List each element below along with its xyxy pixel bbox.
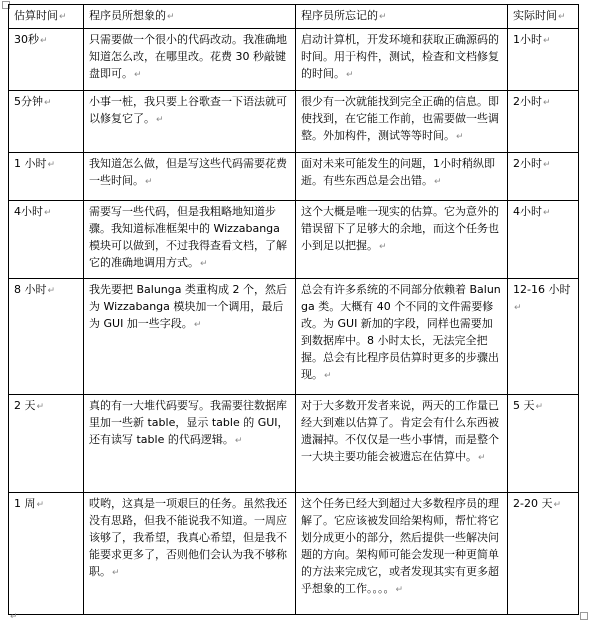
table-row (9, 201, 579, 279)
paragraph-mark-icon: ↵ (40, 36, 48, 46)
cell-imagined[interactable]: 小事一桩，我只要上谷歌查一下语法就可以修复它了。↵ (84, 91, 296, 153)
paragraph-mark-icon: ↵ (47, 160, 56, 170)
cell-estimate[interactable]: 5分钟↵ (9, 91, 84, 153)
cell-actual[interactable]: 1小时↵ (508, 29, 579, 91)
table-row (9, 395, 579, 493)
table-row (9, 493, 579, 615)
paragraph-mark-icon: ↵ (234, 436, 243, 446)
paragraph-mark-icon: ↵ (47, 286, 56, 296)
paragraph-mark-icon: ↵ (10, 612, 18, 622)
paragraph-mark-icon: ↵ (543, 160, 551, 170)
paragraph-mark-icon: ↵ (346, 70, 354, 80)
header-cell-imagined[interactable]: 程序员所想象的↵ (84, 5, 296, 29)
paragraph-mark-icon: ↵ (324, 371, 332, 381)
cell-estimate[interactable]: 30秒↵ (9, 29, 84, 91)
cell-imagined[interactable]: 我先要把 Balunga 类重构成 2 个，然后为 Wizzabanga 模块加一个调用，最后为 GUI 加一些字段。↵ (84, 279, 296, 395)
table-row (9, 279, 579, 395)
cell-forgotten[interactable]: 总会有许多系统的不同部分依赖着 Balunga 类。大概有 40 个不同的文件需要修改。为 GUI 新加的字段，同样也需要加到数据库中。8 小时太长，无法完全把握。总会有比程序员估算时更多的步骤出现。↵ (296, 279, 508, 395)
paragraph-mark-icon: ↵ (543, 98, 551, 108)
cell-actual[interactable]: 2小时↵ (508, 91, 579, 153)
cell-estimate[interactable]: 8 小时↵ (9, 279, 84, 395)
cell-imagined[interactable]: 哎哟，这真是一项艰巨的任务。虽然我还没有思路，但我不能说我不知道。一周应该够了，我希望，我真心希望，但是我不能要求更多了，否则他们会认为我不够称职。↵ (84, 493, 296, 615)
document-page (8, 4, 588, 615)
table-row (9, 153, 579, 201)
paragraph-mark-icon: ↵ (167, 12, 175, 22)
table-row (9, 29, 579, 91)
cell-actual[interactable]: 12-16 小时↵ (508, 279, 579, 395)
cell-actual[interactable]: 5 天↵ (508, 395, 579, 493)
cell-estimate[interactable]: 1 小时↵ (9, 153, 84, 201)
cell-estimate[interactable]: 1 周↵ (9, 493, 84, 615)
estimate-table (8, 4, 579, 615)
cell-forgotten[interactable]: 启动计算机，开发环境和获取正确源码的时间。用于构件，测试，检查和文档修复的时间。↵ (296, 29, 508, 91)
table-header-row (9, 5, 579, 29)
paragraph-mark-icon: ↵ (379, 242, 387, 252)
cell-estimate[interactable]: 2 天↵ (9, 395, 84, 493)
paragraph-mark-icon: ↵ (558, 12, 566, 22)
paragraph-mark-icon: ↵ (434, 177, 442, 187)
paragraph-mark-icon: ↵ (36, 402, 45, 412)
cell-forgotten[interactable]: 对于大多数开发者来说，两天的工作量已经大到难以估算了。肯定会有什么东西被遗漏掉。不仅仅是一些小事情，而是整个一大块主要功能会被遗忘在估算中。↵ (296, 395, 508, 493)
paragraph-mark-icon: ↵ (145, 177, 153, 187)
paragraph-mark-icon: ↵ (553, 500, 562, 510)
paragraph-mark-icon: ↵ (44, 208, 52, 218)
cell-forgotten[interactable]: 很少有一次就能找到完全正确的信息。即使找到，在它能工作前，也需要做一些调整。外加构件，测试等等时间。↵ (296, 91, 508, 153)
cell-actual[interactable]: 4小时↵ (508, 201, 579, 279)
header-cell-estimate[interactable]: 估算时间↵ (9, 5, 84, 29)
table-resize-handle[interactable] (580, 612, 588, 620)
table-row (9, 91, 579, 153)
paragraph-mark-icon: ↵ (134, 70, 142, 80)
cell-actual[interactable]: 2小时↵ (508, 153, 579, 201)
cell-forgotten[interactable]: 这个任务已经大到超过大多数程序员的理解了。它应该被发回给架构师，帮忙将它划分成更小的部分，然后提供一些解决问题的方向。架构师可能会发现一种更简单的方法来完成它，或者发现其实有更多超乎想象的工作。。。。↵ (296, 493, 508, 615)
paragraph-mark-icon: ↵ (395, 585, 404, 595)
paragraph-mark-icon: ↵ (456, 132, 464, 142)
paragraph-mark-icon: ↵ (200, 259, 208, 269)
paragraph-mark-icon: ↵ (514, 303, 522, 313)
paragraph-mark-icon: ↵ (543, 36, 551, 46)
paragraph-mark-icon: ↵ (59, 12, 67, 22)
header-cell-actual[interactable]: 实际时间↵ (508, 5, 579, 29)
paragraph-mark-icon: ↵ (535, 402, 544, 412)
paragraph-mark-icon: ↵ (156, 115, 164, 125)
paragraph-mark-icon: ↵ (478, 453, 486, 463)
cell-estimate[interactable]: 4小时↵ (9, 201, 84, 279)
paragraph-mark-icon: ↵ (112, 568, 120, 578)
cell-imagined[interactable]: 需要写一些代码，但是我粗略地知道步骤。我知道标准框架中的 Wizzabanga 模块可以做到，不过我得查看文档，了解它的准确地调用方式。↵ (84, 201, 296, 279)
cell-imagined[interactable]: 只需要做一个很小的代码改动。我准确地知道怎么改，在哪里改。花费 30 秒敲键盘即可。↵ (84, 29, 296, 91)
header-cell-forgotten[interactable]: 程序员所忘记的↵ (296, 5, 508, 29)
cell-actual[interactable]: 2-20 天↵ (508, 493, 579, 615)
cell-forgotten[interactable]: 面对未来可能发生的问题，1小时稍纵即逝。有些东西总是会出错。↵ (296, 153, 508, 201)
paragraph-mark-icon: ↵ (379, 12, 387, 22)
cell-imagined[interactable]: 真的有一大堆代码要写。我需要往数据库里加一些新 table，显示 table 的 GUI，还有读写 table 的代码逻辑。↵ (84, 395, 296, 493)
paragraph-mark-icon: ↵ (193, 320, 202, 330)
paragraph-mark-icon: ↵ (543, 208, 551, 218)
paragraph-mark-icon: ↵ (44, 98, 52, 108)
cell-forgotten[interactable]: 这个大概是唯一现实的估算。它为意外的错误留下了足够大的余地，而这个任务也小到足以把握。↵ (296, 201, 508, 279)
cell-imagined[interactable]: 我知道怎么做，但是写这些代码需要花费一些时间。↵ (84, 153, 296, 201)
paragraph-mark-icon: ↵ (36, 500, 45, 510)
